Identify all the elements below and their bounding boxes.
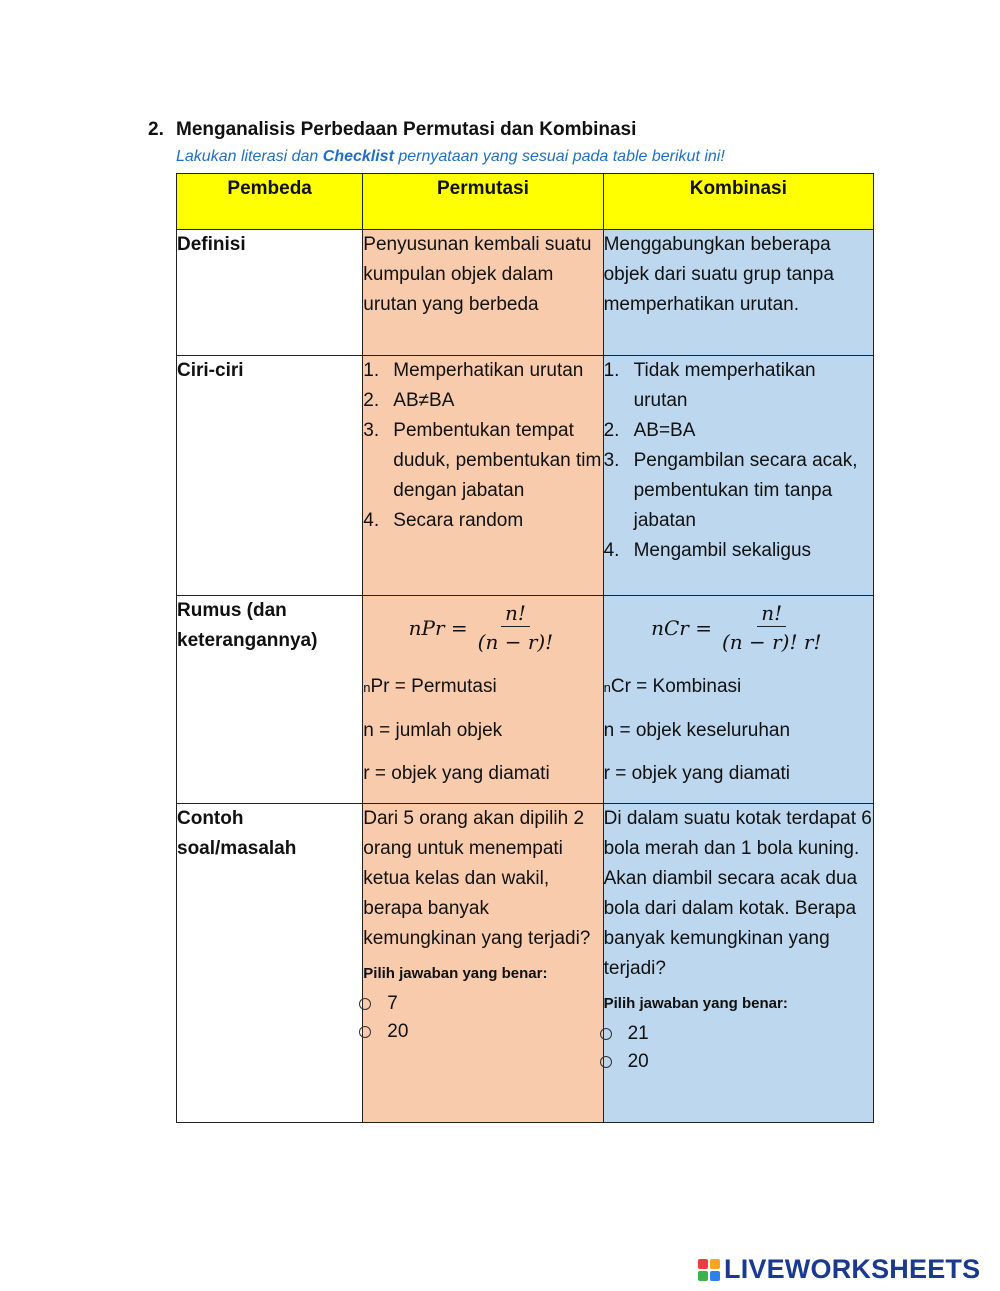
rumus-kombinasi [603, 596, 873, 804]
header-kombinasi: Kombinasi [603, 174, 873, 230]
list-text: AB=BA [633, 420, 696, 441]
instruction-text [176, 148, 725, 166]
formula-fraction [474, 600, 558, 657]
option-label: 21 [627, 1023, 649, 1044]
header-pembeda: Pembeda [177, 174, 363, 230]
answer-option[interactable] [359, 1018, 602, 1046]
definisi-kombinasi: Menggabungkan beberapa objek dari suatu grup tanpa memperhatikan urutan. [603, 230, 873, 356]
list-item [363, 386, 602, 416]
answer-prompt: Pilih jawaban yang benar: [603, 995, 788, 1012]
formula-legend [604, 672, 873, 789]
radio-icon[interactable] [359, 998, 371, 1010]
list-text: Secara random [393, 510, 524, 531]
legend-symbol [363, 672, 602, 703]
list-text: Pengambilan secara acak, pembentukan tim tanpa jabatan [633, 450, 858, 531]
section-heading [148, 119, 636, 141]
formula-lhs: nCr = [651, 616, 712, 640]
comparison-table [176, 173, 874, 1123]
liveworksheets-logo [698, 1254, 980, 1285]
section-number: 2. [148, 119, 164, 140]
instruction-before: Lakukan literasi dan [176, 148, 323, 165]
combination-formula [604, 596, 873, 660]
radio-icon[interactable] [600, 1028, 612, 1040]
ciri-kombinasi-list [604, 356, 873, 566]
list-number: 3. [603, 450, 620, 471]
list-item [363, 356, 602, 386]
row-label-rumus: Rumus (dan keterangannya) [177, 596, 363, 804]
formula-numerator: n! [757, 600, 786, 627]
row-label-definisi: Definisi [177, 230, 363, 356]
list-number: 4. [363, 510, 380, 531]
ciri-permutasi-list [363, 356, 602, 536]
formula-legend [363, 672, 602, 789]
legend-symbol-text: Cr = Kombinasi [610, 676, 742, 697]
logo-square [710, 1271, 720, 1281]
answer-option[interactable] [600, 1020, 873, 1048]
list-number: 2. [603, 420, 620, 441]
permutation-formula [363, 596, 602, 660]
answer-prompt: Pilih jawaban yang benar: [363, 965, 548, 982]
option-label: 20 [627, 1051, 649, 1072]
list-text: Mengambil sekaligus [633, 540, 812, 561]
list-item [604, 446, 873, 536]
list-text: Pembentukan tempat duduk, pembentukan tim dengan jabatan [393, 420, 602, 501]
answer-option[interactable] [359, 990, 602, 1018]
radio-icon[interactable] [359, 1026, 371, 1038]
question-text: Di dalam suatu kotak terdapat 6 bola merah dan 1 bola kuning. Akan diambil secara acak dua bola dari dalam kotak. Berapa banyak kemungkinan yang terjadi? [603, 808, 872, 979]
rumus-permutasi [363, 596, 603, 804]
logo-square [698, 1271, 708, 1281]
list-item [363, 506, 602, 536]
section-title: Menganalisis Perbedaan Permutasi dan Kombinasi [176, 119, 637, 140]
option-label: 7 [387, 993, 398, 1014]
legend-r: r = objek yang diamati [603, 763, 791, 784]
legend-r: r = objek yang diamati [363, 763, 550, 784]
formula-denominator: (n − r)! [477, 629, 554, 654]
logo-square [698, 1259, 708, 1269]
formula-lhs: nPr = [408, 616, 468, 640]
list-number: 4. [603, 540, 620, 561]
list-item [363, 416, 602, 506]
row-label-contoh: Contoh soal/masalah [177, 804, 363, 1123]
list-number: 2. [363, 390, 380, 411]
formula-fraction [718, 600, 826, 657]
formula-numerator: n! [501, 600, 530, 627]
logo-square [710, 1259, 720, 1269]
radio-icon[interactable] [600, 1056, 612, 1068]
definisi-permutasi: Penyusunan kembali suatu kumpulan objek dalam urutan yang berbeda [363, 230, 603, 356]
list-number: 1. [603, 360, 620, 381]
legend-sub: n [363, 680, 371, 695]
formula-denominator: (n − r)! r! [721, 629, 822, 654]
row-label-ciri: Ciri-ciri [177, 356, 363, 596]
legend-symbol [604, 672, 873, 703]
list-number: 3. [363, 420, 380, 441]
contoh-permutasi [363, 804, 603, 1123]
list-text: Memperhatikan urutan [393, 360, 584, 381]
legend-n: n = jumlah objek [363, 720, 503, 741]
list-item [604, 356, 873, 416]
instruction-after: pernyataan yang sesuai pada table berikut ini! [393, 148, 725, 165]
logo-text: LIVEWORKSHEETS [724, 1254, 981, 1284]
list-text: AB≠BA [393, 390, 455, 411]
instruction-bold: Checklist [322, 148, 394, 165]
list-item [604, 416, 873, 446]
question-text: Dari 5 orang akan dipilih 2 orang untuk menempati ketua kelas dan wakil, berapa banyak kemungkinan yang terjadi? [363, 808, 591, 949]
legend-sub: n [603, 680, 611, 695]
list-text: Tidak memperhatikan urutan [633, 360, 816, 411]
contoh-kombinasi [603, 804, 873, 1123]
legend-n: n = objek keseluruhan [603, 720, 791, 741]
ciri-permutasi [363, 356, 603, 596]
list-number: 1. [363, 360, 380, 381]
answer-option[interactable] [600, 1048, 873, 1076]
ciri-kombinasi [603, 356, 873, 596]
list-item [604, 536, 873, 566]
legend-symbol-text: Pr = Permutasi [370, 676, 497, 697]
option-label: 20 [387, 1021, 409, 1042]
header-permutasi: Permutasi [363, 174, 603, 230]
logo-mark-icon [698, 1259, 720, 1281]
